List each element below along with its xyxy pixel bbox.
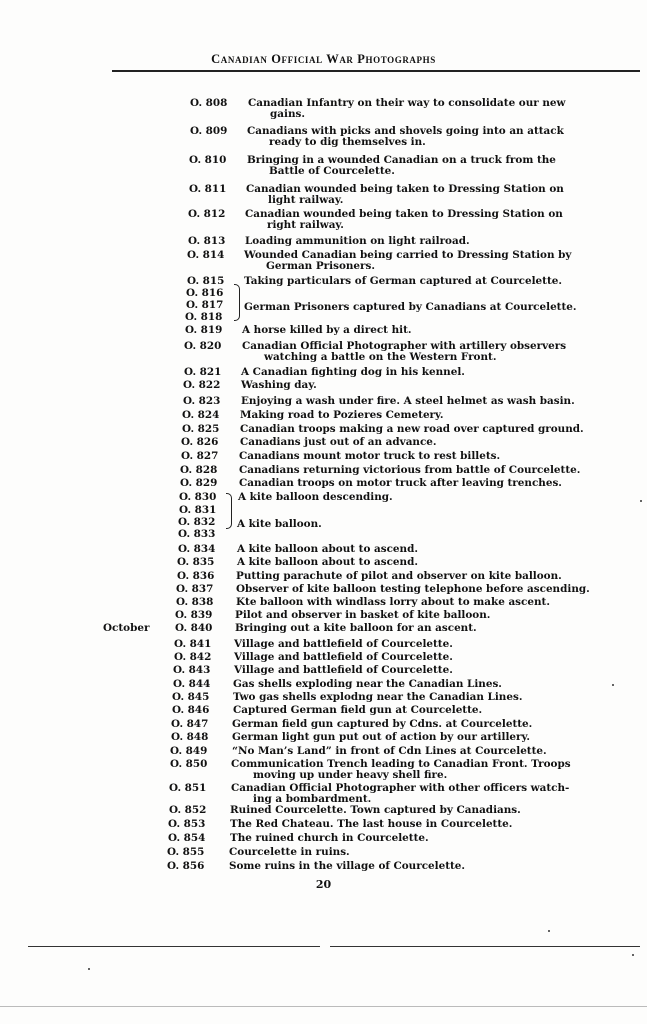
- entry-number: O. 819: [185, 324, 223, 336]
- scan-speck: [612, 684, 614, 686]
- entry-number: O. 823: [183, 395, 221, 407]
- entry-caption: The Red Chateau. The last house in Courcelette.: [230, 818, 513, 830]
- scan-speck: [548, 930, 550, 932]
- entry-caption: Canadians returning victorious from battle of Courcelette.: [239, 464, 581, 476]
- entry-number: O. 821: [184, 366, 222, 378]
- entry-caption: Some ruins in the village of Courcelette.: [229, 860, 466, 872]
- entry-number: O. 834: [178, 543, 216, 555]
- entry-caption-continuation: Battle of Courcelette.: [269, 165, 395, 177]
- entry-caption: Canadians mount motor truck to rest billets.: [239, 450, 501, 462]
- entry-caption: A kite balloon about to ascend.: [237, 556, 418, 568]
- entry-number: O. 831: [179, 504, 217, 516]
- entry-number: O. 817: [186, 299, 224, 311]
- entry-number: O. 812: [188, 208, 226, 220]
- entry-caption: Observer of kite balloon testing telephone before ascending.: [236, 583, 590, 595]
- entry-caption: Communication Trench leading to Canadian Front. Troops: [231, 758, 571, 770]
- entry-caption-continuation: ready to dig themselves in.: [269, 136, 426, 148]
- entry-number: O. 814: [187, 249, 225, 261]
- entry-number: O. 848: [171, 731, 209, 743]
- entry-number: O. 830: [179, 491, 217, 503]
- entry-number: O. 843: [173, 664, 211, 676]
- entry-caption: Taking particulars of German captured at Courcelette.: [244, 275, 562, 287]
- entry-caption-continuation: gains.: [270, 108, 305, 120]
- entry-number: O. 836: [177, 570, 215, 582]
- entry-caption: Bringing in a wounded Canadian on a truck from the: [247, 154, 556, 166]
- entry-caption: Village and battlefield of Courcelette.: [234, 664, 453, 676]
- entry-caption: Loading ammunition on light railroad.: [245, 235, 470, 247]
- entry-caption-continuation: ing a bombardment.: [253, 793, 372, 805]
- entry-number: O. 842: [174, 651, 212, 663]
- entry-caption: Gas shells exploding near the Canadian Lines.: [233, 678, 502, 690]
- entry-caption: Canadian Infantry on their way to consolidate our new: [248, 97, 566, 109]
- brace-816-818: [234, 284, 240, 321]
- entry-caption: Canadian Official Photographer with artillery observers: [242, 340, 567, 352]
- entry-number: O. 808: [190, 97, 228, 109]
- entry-number: O. 854: [168, 832, 206, 844]
- entry-caption-continuation: right railway.: [267, 219, 344, 231]
- entry-number: O. 832: [178, 516, 216, 528]
- entry-caption: Bringing out a kite balloon for an ascent.: [235, 622, 477, 634]
- entry-number: O. 850: [170, 758, 208, 770]
- entry-number: O. 838: [176, 596, 214, 608]
- entry-caption: Two gas shells explodng near the Canadian Lines.: [233, 691, 523, 703]
- entry-caption: Putting parachute of pilot and observer on kite balloon.: [236, 570, 562, 582]
- entry-number: O. 833: [178, 528, 216, 540]
- entry-caption: Canadians just out of an advance.: [240, 436, 437, 448]
- entry-caption-continuation: light railway.: [268, 194, 344, 206]
- entry-number: O. 856: [167, 860, 205, 872]
- entry-number: O. 853: [168, 818, 206, 830]
- entry-number: O. 815: [187, 275, 225, 287]
- entry-caption: Canadian Official Photographer with other officers watch-: [231, 782, 570, 794]
- entry-caption: Courcelette in ruins.: [229, 846, 350, 858]
- entry-number: O. 820: [184, 340, 222, 352]
- page-header-title: Canadian Official War Photographs: [211, 52, 436, 66]
- entry-caption: Wounded Canadian being carried to Dressing Station by: [244, 249, 572, 261]
- entry-number: O. 810: [189, 154, 227, 166]
- entry-number: O. 824: [182, 409, 220, 421]
- entry-caption: Washing day.: [241, 379, 317, 391]
- entry-number: O. 828: [180, 464, 218, 476]
- entry-caption: Enjoying a wash under fire. A steel helmet as wash basin.: [241, 395, 575, 407]
- entry-caption: A horse killed by a direct hit.: [242, 324, 412, 336]
- entry-number: O. 852: [169, 804, 207, 816]
- entry-number: O. 827: [181, 450, 219, 462]
- brace-831-833: [226, 493, 232, 529]
- entry-caption: Canadian wounded being taken to Dressing Station on: [245, 208, 563, 220]
- entry-number: O. 811: [189, 183, 227, 195]
- entry-number: O. 839: [175, 609, 213, 621]
- entry-caption: Village and battlefield of Courcelette.: [234, 651, 453, 663]
- entry-number: O. 846: [172, 704, 210, 716]
- entry-caption: A Canadian fighting dog in his kennel.: [241, 366, 465, 378]
- page-edge-line: [0, 1006, 647, 1007]
- entry-number: O. 851: [169, 782, 207, 794]
- entry-number: O. 840: [175, 622, 213, 634]
- entry-caption: Captured German field gun at Courcelette.: [233, 704, 483, 716]
- entry-caption: Canadian troops on motor truck after leaving trenches.: [239, 477, 562, 489]
- scan-speck: [88, 968, 90, 970]
- entry-caption: “No Man’s Land” in front of Cdn Lines at Courcelette.: [232, 745, 547, 757]
- bottom-rule-right: [330, 946, 640, 947]
- entry-number: O. 845: [172, 691, 210, 703]
- entry-number: O. 855: [167, 846, 205, 858]
- entry-number: O. 835: [177, 556, 215, 568]
- entry-caption: Canadian wounded being taken to Dressing Station on: [246, 183, 564, 195]
- entry-caption: A kite balloon descending.: [238, 491, 393, 503]
- entry-caption: Ruined Courcelette. Town captured by Canadians.: [230, 804, 521, 816]
- entry-caption: The ruined church in Courcelette.: [230, 832, 429, 844]
- entry-caption: Village and battlefield of Courcelette.: [234, 638, 453, 650]
- entry-caption: German light gun put out of action by our artillery.: [232, 731, 530, 743]
- page-number: 20: [315, 878, 332, 891]
- entry-number: O. 837: [176, 583, 214, 595]
- entry-caption-continuation: moving up under heavy shell fire.: [253, 769, 448, 781]
- entry-caption: Canadians with picks and shovels going into an attack: [247, 125, 564, 137]
- scan-speck: [640, 500, 642, 502]
- entry-number: O. 847: [171, 718, 209, 730]
- entry-caption: Kte balloon with windlass lorry about to make ascent.: [236, 596, 550, 608]
- entry-caption-continuation: watching a battle on the Western Front.: [264, 351, 497, 363]
- entry-number: O. 829: [180, 477, 218, 489]
- entry-number: O. 813: [188, 235, 226, 247]
- entry-number: O. 844: [173, 678, 211, 690]
- entry-number: O. 822: [183, 379, 221, 391]
- entry-caption: Canadian troops making a new road over captured ground.: [240, 423, 584, 435]
- entry-caption-continuation: German Prisoners.: [266, 260, 375, 272]
- entry-number: O. 818: [185, 311, 223, 323]
- entry-number: O. 841: [174, 638, 212, 650]
- scan-speck: [632, 954, 634, 956]
- bottom-rule-left: [28, 946, 320, 947]
- month-label: October: [103, 622, 150, 634]
- entry-number: O. 826: [181, 436, 219, 448]
- entry-number: O. 849: [170, 745, 208, 757]
- entry-caption: A kite balloon about to ascend.: [237, 543, 418, 555]
- entry-caption: A kite balloon.: [237, 518, 322, 530]
- entry-caption: German field gun captured by Cdns. at Courcelette.: [232, 718, 533, 730]
- entry-number: O. 825: [182, 423, 220, 435]
- entry-number: O. 816: [186, 287, 224, 299]
- entry-number: O. 809: [190, 125, 228, 137]
- entry-caption: Making road to Pozieres Cemetery.: [240, 409, 444, 421]
- entry-caption: German Prisoners captured by Canadians at Courcelette.: [244, 301, 577, 313]
- entry-caption: Pilot and observer in basket of kite balloon.: [235, 609, 491, 621]
